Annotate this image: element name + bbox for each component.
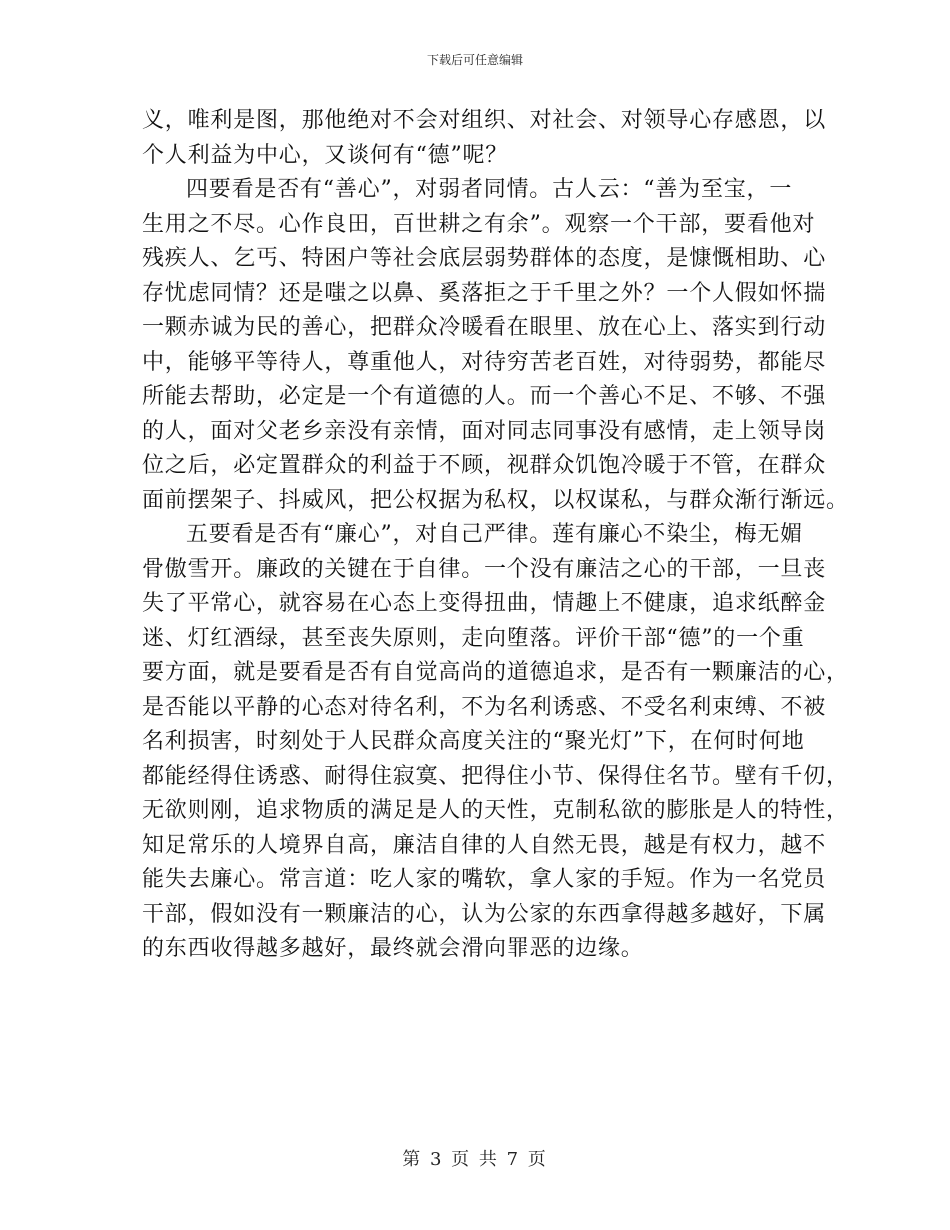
text-line: 残疾人、乞丐、特困户等社会底层弱势群体的态度，是慷慨相助、心	[142, 246, 827, 271]
text-line: 失了平常心，就容易在心态上变得扭曲，情趣上不健康，追求纸醉金	[142, 591, 827, 616]
text-line: 一颗赤诚为民的善心，把群众冷暖看在眼里、放在心上、落实到行动	[142, 315, 827, 340]
text-line: 生用之不尽。心作良田，百世耕之有余”。观察一个干部，要看他对	[142, 211, 816, 237]
text-line: 的东西收得越多越好，最终就会滑向罪恶的边缘。	[142, 936, 644, 961]
text-line: 名利损害，时刻处于人民群众高度关注的“聚光灯”下，在何时何地	[142, 729, 805, 754]
text-line: 存忧虑同情？还是嗤之以鼻、奚落拒之于千里之外？一个人假如怀揣	[142, 280, 827, 306]
paragraph-start-line: 四要看是否有“善心”，对弱者同情。古人云：“善为至宝，一	[186, 177, 793, 202]
text-line: 是否能以平静的心态对待名利，不为名利诱惑、不受名利束缚、不被	[142, 694, 827, 720]
text-line: 能失去廉心。常言道：吃人家的嘴软，拿人家的手短。作为一名党员	[142, 867, 827, 892]
text-line: 面前摆架子、抖威风，把公权据为私权，以权谋私，与群众渐行渐远。	[142, 487, 849, 513]
text-line: 位之后，必定置群众的利益于不顾，视群众饥饱冷暖于不管，在群众	[142, 453, 827, 478]
text-line: 迷、灯红酒绿，甚至丧失原则，走向堕落。评价干部“德”的一个重	[142, 625, 805, 651]
text-line: 知足常乐的人境界自高，廉洁自律的人自然无畏，越是有权力，越不	[142, 832, 827, 858]
page-number: 第 3 页 共 7 页	[402, 1149, 548, 1170]
page-header: 下载后可任意编辑	[426, 53, 523, 67]
text-line: 要方面，就是要看是否有自觉高尚的道德追求，是否有一颗廉洁的心，	[142, 660, 849, 685]
text-line: 无欲则刚，追求物质的满足是人的天性，克制私欲的膨胀是人的特性，	[142, 798, 849, 823]
text-line: 都能经得住诱惑、耐得住寂寞、把得住小节、保得住名节。壁有千仞，	[142, 763, 849, 789]
text-line: 义，唯利是图，那他绝对不会对组织、对社会、对领导心存感恩，以	[142, 108, 827, 133]
text-line: 骨傲雪开。廉政的关键在于自律。一个没有廉洁之心的干部，一旦丧	[142, 556, 827, 582]
text-line: 中，能够平等待人，尊重他人，对待穷苦老百姓，对待弱势，都能尽	[142, 349, 827, 375]
text-line: 个人利益为中心，又谈何有“德”呢？	[142, 142, 509, 168]
text-line: 的人，面对父老乡亲没有亲情，面对同志同事没有感情，走上领导岗	[142, 418, 827, 444]
text-line: 所能去帮助，必定是一个有道德的人。而一个善心不足、不够、不强	[142, 384, 827, 409]
document-body	[142, 104, 849, 967]
text-line: 干部，假如没有一颗廉洁的心，认为公家的东西拿得越多越好，下属	[142, 901, 827, 927]
paragraph-start-line: 五要看是否有“廉心”，对自己严律。莲有廉心不染尘，梅无媚	[186, 522, 803, 547]
